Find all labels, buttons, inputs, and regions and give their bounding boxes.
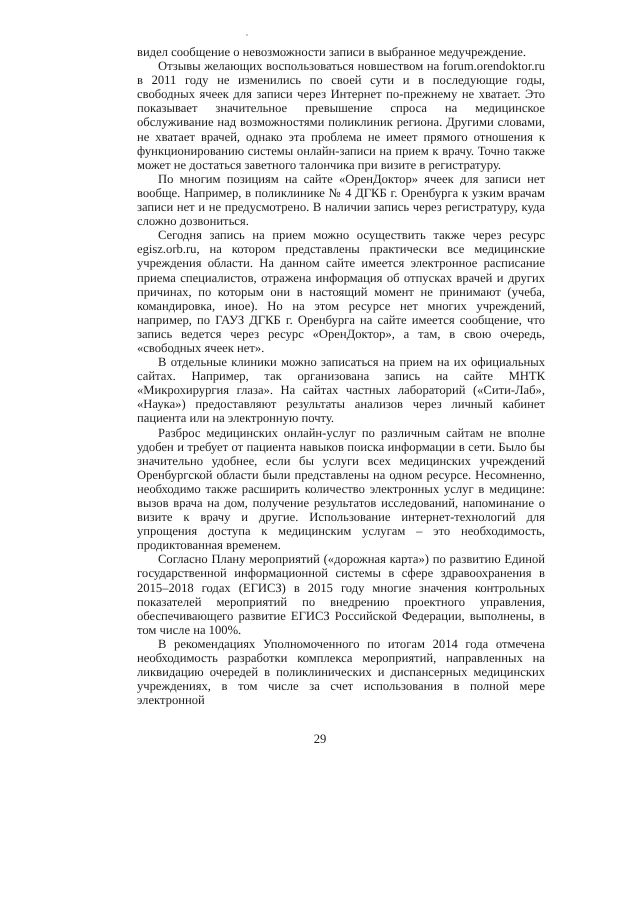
paragraph-2: Отзывы желающих воспользоваться новшеством на forum.orendoktor.ru в 2011 году не изменились по своей сути и в последующие годы, свободных ячеек для записи через Интернет по-прежнему не хватает. Это показывает значительное превышение спроса на медицинское обслуживание над возможностями поликлиник региона. Другими словами, не хватает врачей, однако эта проблема не имеет прямого отношения к функционированию системы онлайн-записи на прием к врачу. Точно также может не достаться заветного талончика при визите в регистратуру. bbox=[137, 59, 545, 172]
paragraph-8: В рекомендациях Уполномоченного по итогам 2014 года отмечена необходимость разработки комплекса мероприятий, направленных на ликвидацию очередей в поликлинических и диспансерных медицинских учреждениях, в том числе за счет использования в полной мере электронной bbox=[137, 636, 545, 708]
page-number: 29 bbox=[313, 732, 327, 746]
paragraph-3: По многим позициям на сайте «ОренДоктор» ячеек для записи нет вообще. Например, в поликлинике № 4 ДГКБ г. Оренбурга к узким врачам записи нет и не предусмотрено. В наличии запись через регистратуру, куда сложно дозвониться. bbox=[137, 171, 545, 229]
paragraph-1: видел сообщение о невозможности записи в выбранное медучреждение. bbox=[137, 45, 526, 59]
body-text bbox=[137, 45, 545, 707]
scan-speck bbox=[246, 34, 248, 36]
paragraph-4: Сегодня запись на прием можно осуществить также через ресурс egisz.orb.ru, на котором представлены практически все медицинские учреждения области. На данном сайте имеется электронное расписание приема специалистов, отражена информация об отпусках врачей и других причинах, по которым они в настоящий момент не принимают (учеба, командировка, иное). Но на этом ресурсе нет многих учреждений, например, по ГАУЗ ДГКБ г. Оренбурга на сайте имеется сообщение, что запись ведется через ресурс «ОренДоктор», а там, в свою очередь, «свободных ячеек нет». bbox=[137, 228, 545, 355]
paragraph-7: Согласно Плану мероприятий («дорожная карта») по развитию Единой государственной информационной системы в сфере здравоохранения в 2015–2018 годах (ЕГИСЗ) в 2015 году многие значения контрольных показателей мероприятий по внедрению проектного управления, обеспечивающего развитие ЕГИСЗ Российской Федерации, выполнены, в том числе на 100%. bbox=[137, 552, 545, 637]
paragraph-6: Разброс медицинских онлайн-услуг по различным сайтам не вполне удобен и требует от пациента навыков поиска информации в сети. Было бы значительно удобнее, если бы услуги всех медицинских учреждений Оренбургской области были представлены на одном ресурсе. Несомненно, необходимо также расширить количество электронных услуг в медицине: вызов врача на дом, получение результатов исследований, напоминание о визите к врачу и другие. Использование интернет-технологий для упрощения доступа к медицинским услугам – это необходимость, продиктованная временем. bbox=[137, 425, 545, 553]
paragraph-5: В отдельные клиники можно записаться на прием на их официальных сайтах. Например, так организована запись на сайте МНТК «Микрохирургия глаза». На сайтах частных лабораторий («Сити-Лаб», «Наука») предоставляют результаты анализов через личный кабинет пациента или на электронную почту. bbox=[137, 355, 545, 426]
